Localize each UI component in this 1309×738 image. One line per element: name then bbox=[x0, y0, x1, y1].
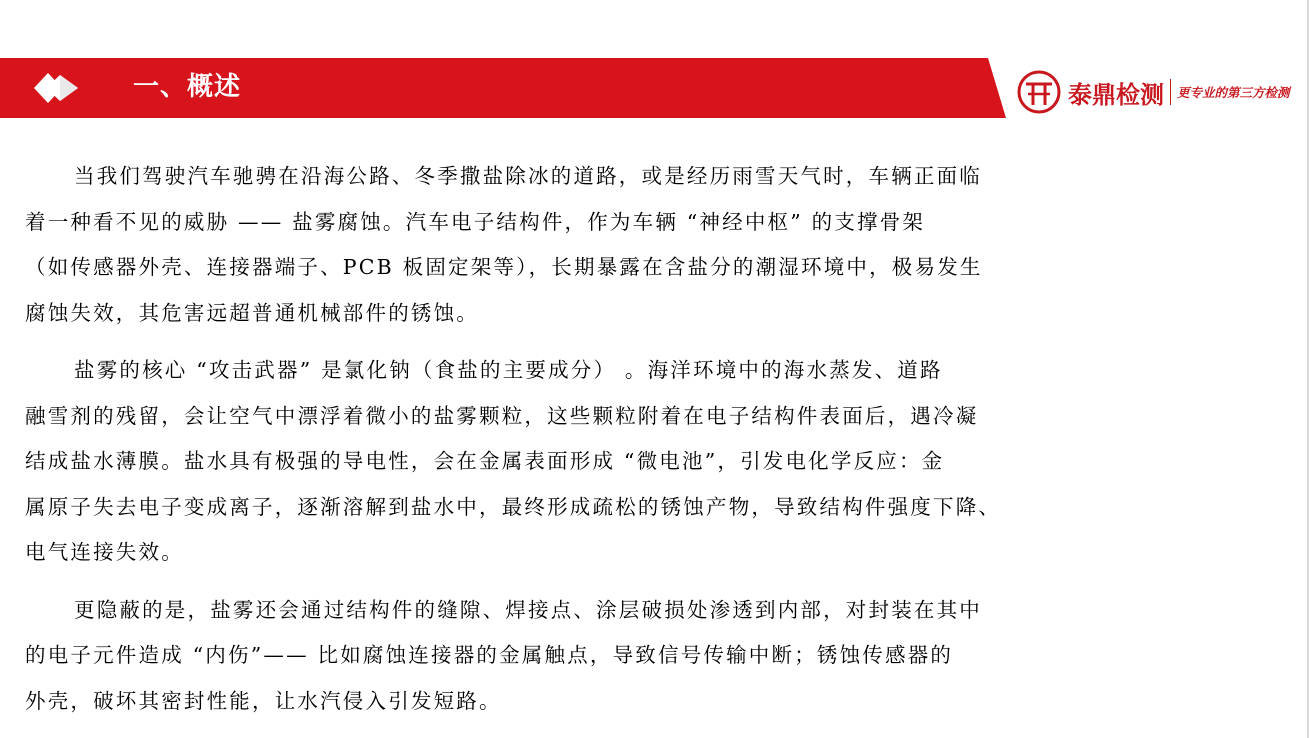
brand-divider bbox=[1170, 79, 1171, 105]
brand-logo bbox=[1016, 68, 1290, 116]
paragraph-intro bbox=[25, 154, 1075, 336]
text-line: 着一种看不见的威胁 —— 盐雾腐蚀。汽车电子结构件，作为车辆 “神经中枢” 的支撑骨架 bbox=[25, 209, 926, 234]
paragraph-hidden-damage bbox=[25, 588, 1075, 725]
text-line: 电气连接失效。 bbox=[25, 540, 184, 564]
text-line: 的电子元件造成 “内伤”—— 比如腐蚀连接器的金属触点，导致信号传输中断；锈蚀传感器的 bbox=[25, 643, 954, 667]
text-line: （如传感器外壳、连接器端子、PCB 板固定架等），长期暴露在含盐分的潮湿环境中，极易发生 bbox=[25, 255, 983, 279]
brand-logo-icon bbox=[1016, 69, 1062, 115]
brand-slogan: 更专业的第三方检测 bbox=[1177, 85, 1290, 100]
diamond-bullet-icon bbox=[34, 71, 80, 105]
text-line: 属原子失去电子变成离子，逐渐溶解到盐水中，最终形成疏松的锈蚀产物，导致结构件强度下降、 bbox=[25, 494, 1002, 519]
paragraph-mechanism bbox=[25, 348, 1075, 576]
text-line: 融雪剂的残留，会让空气中漂浮着微小的盐雾颗粒，这些颗粒附着在电子结构件表面后，遇冷凝 bbox=[25, 403, 979, 428]
text-line: 结成盐水薄膜。盐水具有极强的导电性，会在金属表面形成 “微电池”，引发电化学反应：金 bbox=[25, 449, 945, 473]
text-line: 腐蚀失效，其危害远超普通机械部件的锈蚀。 bbox=[25, 300, 479, 325]
text-line: 更隐蔽的是，盐雾还会通过结构件的缝隙、焊接点、涂层破损处渗透到内部，对封装在其中 bbox=[74, 597, 982, 622]
section-title: 一、概述 bbox=[133, 72, 242, 102]
brand-name: 泰鼎检测 bbox=[1068, 80, 1164, 109]
body-text bbox=[25, 154, 1075, 736]
text-line: 外壳，破坏其密封性能，让水汽侵入引发短路。 bbox=[25, 688, 502, 713]
text-line: 盐雾的核心 “攻击武器” 是氯化钠（食盐的主要成分） 。海洋环境中的海水蒸发、道路 bbox=[74, 358, 943, 382]
text-line: 当我们驾驶汽车驰骋在沿海公路、冬季撒盐除冰的道路，或是经历雨雪天气时，车辆正面临 bbox=[74, 164, 982, 188]
